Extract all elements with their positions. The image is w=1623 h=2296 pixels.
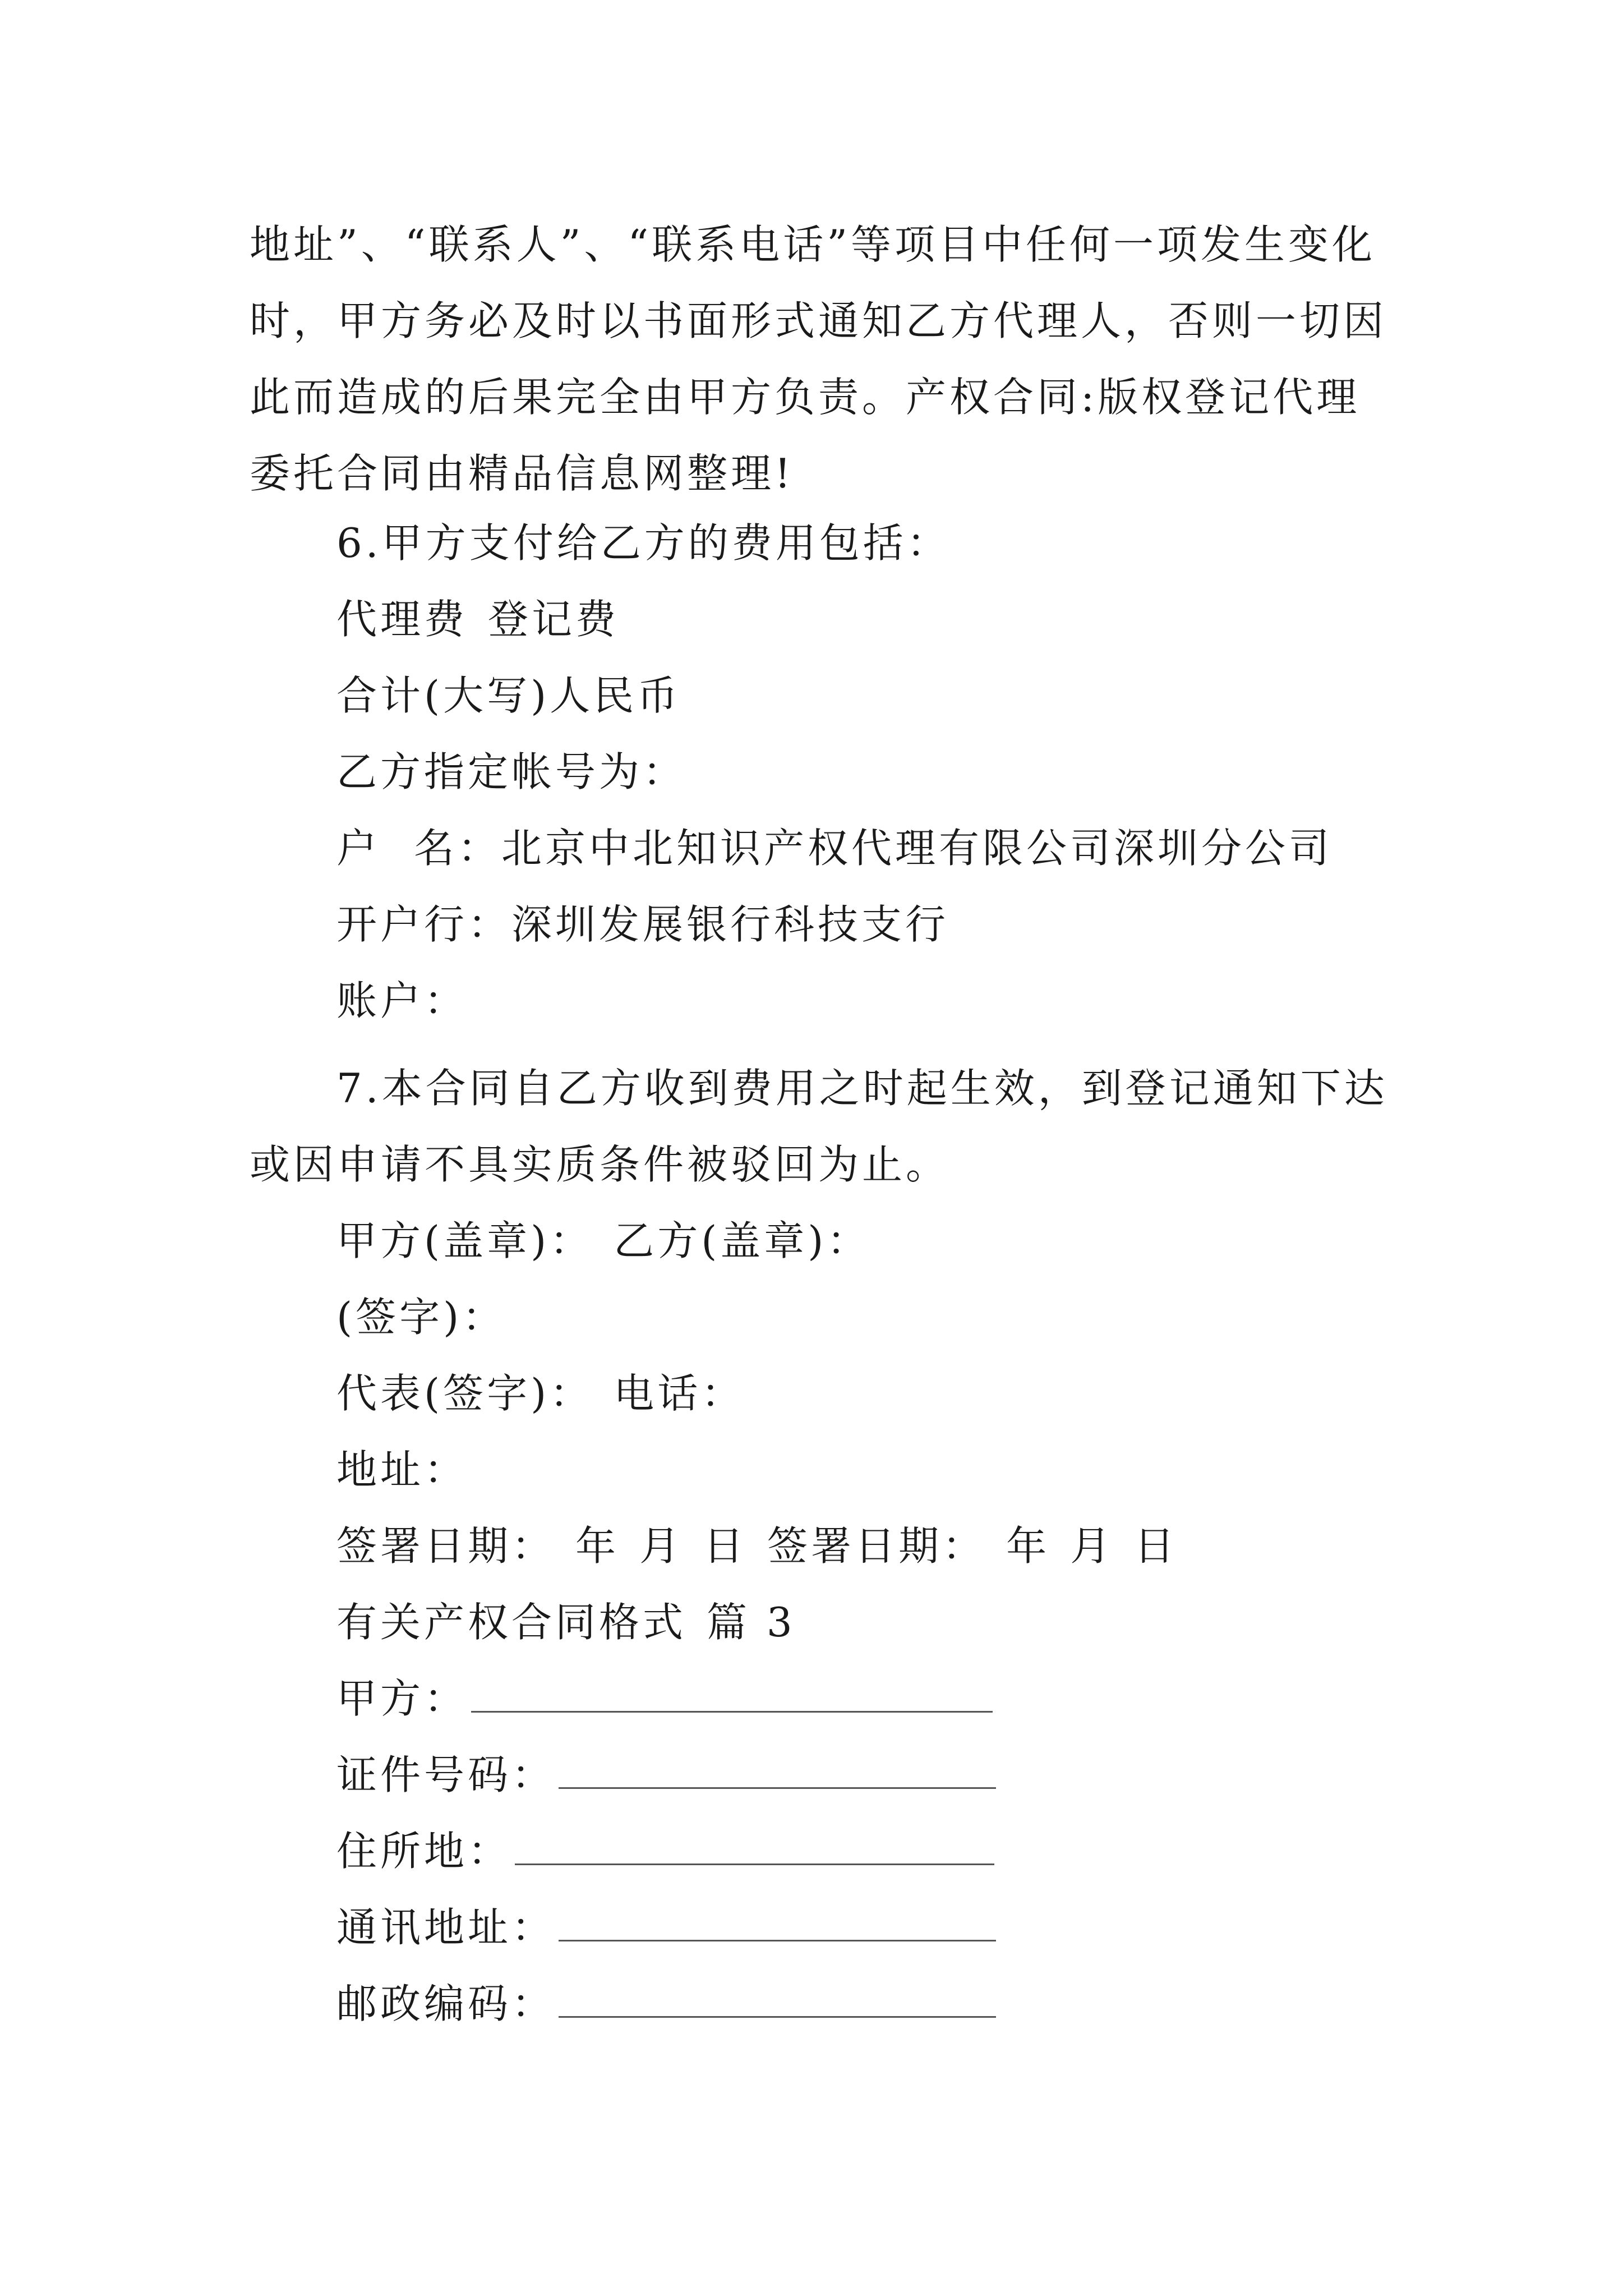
section3-heading-row: [336, 1584, 796, 1660]
year-a: 年: [575, 1522, 620, 1570]
bank-label: 开户行：: [336, 901, 512, 948]
fee-registration: 登记费: [488, 596, 620, 643]
fee-agency: 代理费: [336, 596, 468, 643]
residence-label: 住所地：: [336, 1828, 512, 1875]
mailing-blank[interactable]: [559, 1906, 996, 1941]
postal-label: 邮政编码：: [336, 1980, 556, 2027]
section3-suffix: 篇 3: [707, 1599, 796, 1646]
party-a-blank[interactable]: [471, 1677, 993, 1713]
day-a: 日: [703, 1522, 748, 1570]
day-b: 日: [1134, 1522, 1178, 1570]
residence-row: [336, 1813, 994, 1889]
year-b: 年: [1006, 1522, 1050, 1570]
date-label-b: 签署日期：: [767, 1522, 986, 1570]
account-name-label-2: 名：: [414, 825, 502, 872]
item6-title: 6.甲方支付给乙方的费用包括：: [336, 519, 951, 567]
month-a: 月: [639, 1522, 684, 1570]
bank-value: 深圳发展银行科技支行: [511, 901, 949, 948]
mailing-label: 通讯地址：: [336, 1904, 556, 1951]
rep-signature: 代表(签字)：: [336, 1370, 594, 1417]
party-a-seal: 甲方(盖章)：: [336, 1217, 594, 1264]
id-label: 证件号码：: [336, 1751, 556, 1798]
id-row: [336, 1737, 996, 1813]
party-b-seal: 乙方(盖章)：: [614, 1217, 871, 1264]
date-label-a: 签署日期：: [336, 1522, 556, 1570]
section3-heading: 有关产权合同格式: [336, 1599, 687, 1646]
postal-blank[interactable]: [559, 1982, 996, 2018]
signature-row: (签字)：: [336, 1294, 506, 1341]
total-amount: 合计(大写)人民币: [336, 672, 681, 719]
month-b: 月: [1070, 1522, 1114, 1570]
account-name-value: 北京中北知识产权代理有限公司深圳分公司: [501, 825, 1333, 872]
id-blank[interactable]: [559, 1754, 996, 1789]
phone-label: 电话：: [614, 1370, 745, 1417]
account-name-label: 户: [336, 825, 381, 872]
fee-items: [336, 581, 619, 657]
account-name-row: [336, 810, 1332, 886]
account-intro: 乙方指定帐号为：: [336, 748, 687, 795]
bank-row: [336, 886, 949, 963]
party-a-row: [336, 1660, 993, 1737]
paragraph-continued: 地址”、“联系人”、“联系电话”等项目中任何一项发生变化时，甲方务必及时以书面形式通知乙方代理人，否则一切因此而造成的后果完全由甲方负责。产权合同:版权登记代理委托合同由精品信息网整理!: [250, 221, 1387, 497]
representative-row: [336, 1355, 745, 1432]
postal-row: [336, 1966, 996, 2042]
seal-row: [336, 1203, 870, 1279]
residence-blank[interactable]: [515, 1830, 994, 1865]
account-label: 账户：: [336, 977, 468, 1024]
address-row: 地址：: [336, 1446, 468, 1493]
item7-paragraph: 7.本合同自乙方收到费用之时起生效，到登记通知下达或因申请不具实质条件被驳回为止。: [250, 1065, 1388, 1188]
date-row: [336, 1508, 1178, 1584]
party-a-label: 甲方：: [336, 1675, 468, 1722]
mailing-row: [336, 1889, 996, 1966]
